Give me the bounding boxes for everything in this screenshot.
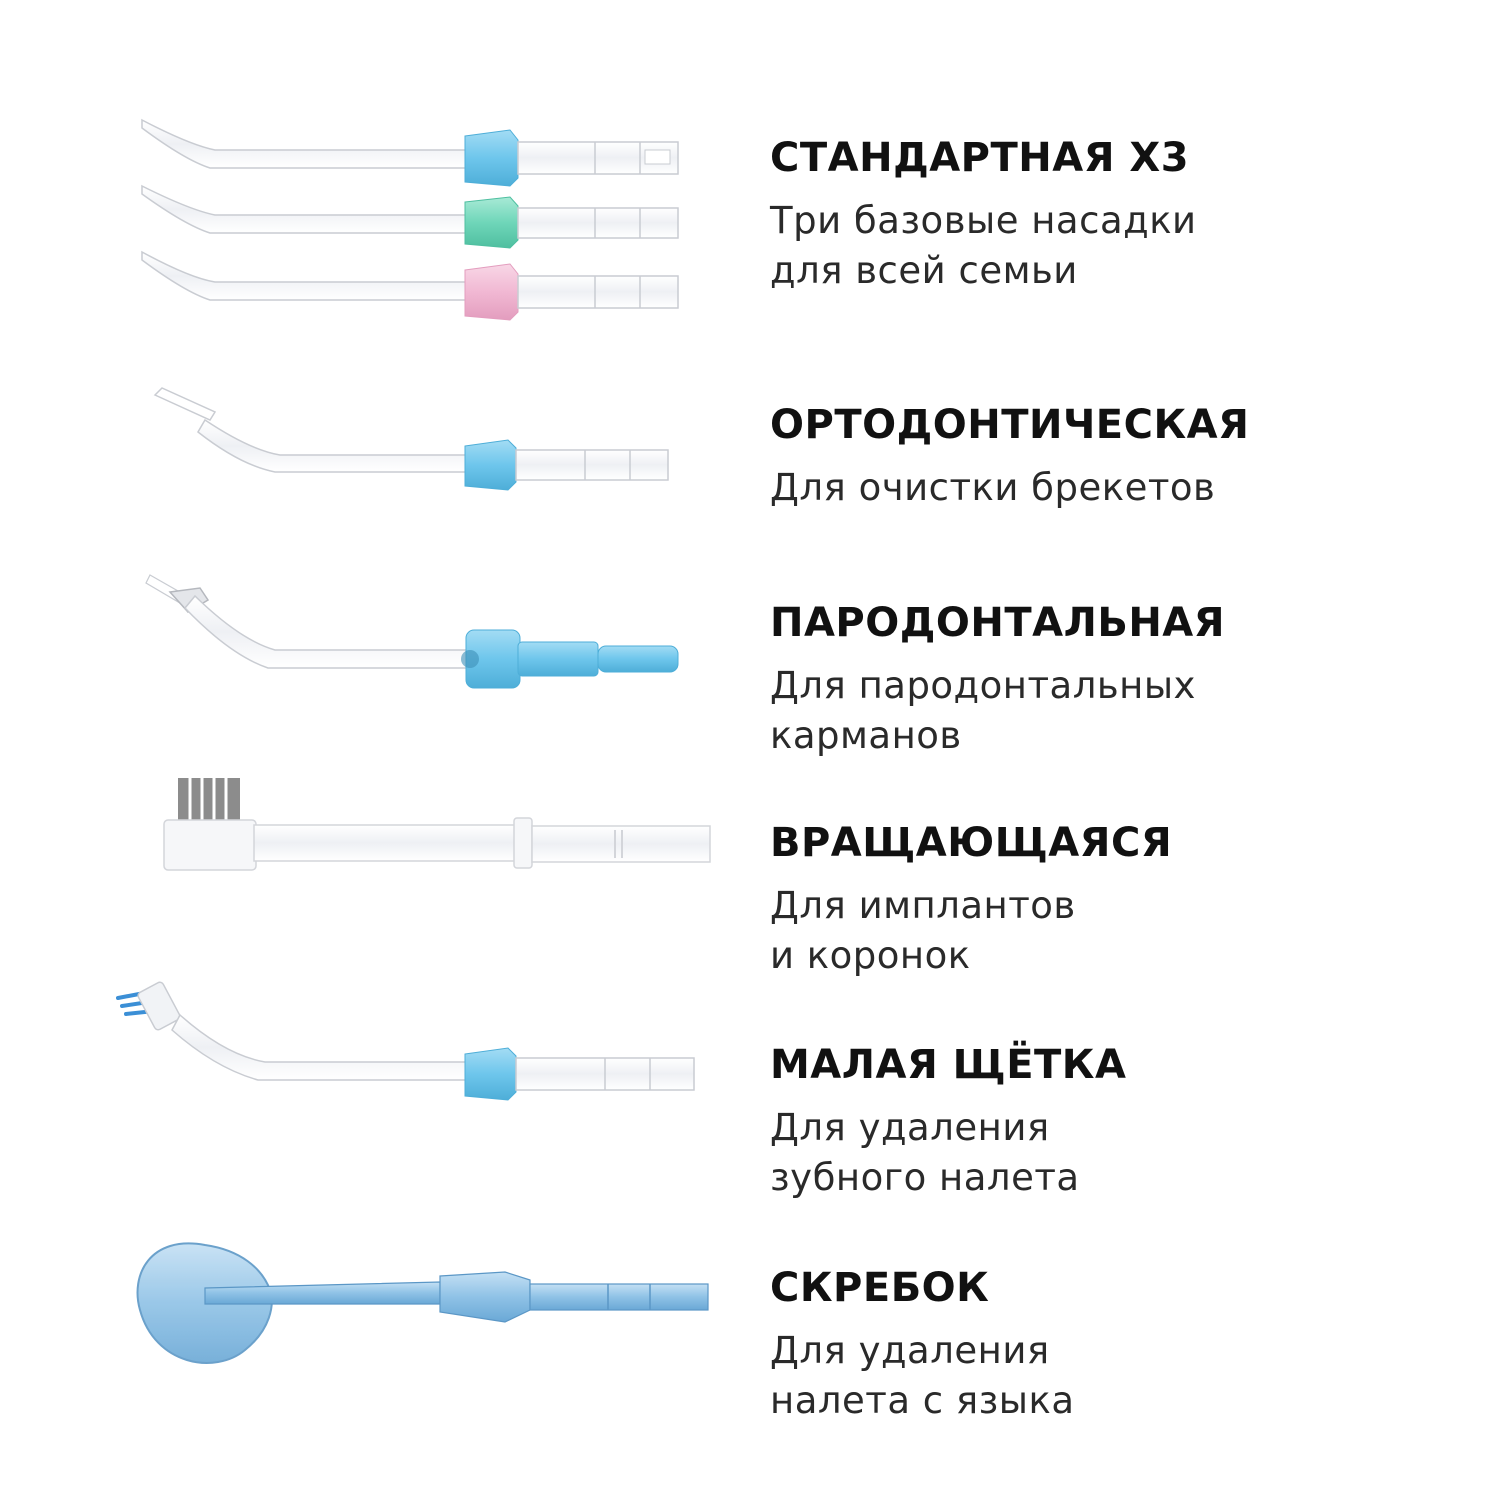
nozzle-images [0, 0, 740, 1500]
standard-nozzle-mint [142, 186, 678, 248]
item-description [770, 196, 1470, 296]
orthodontic-nozzle-icon [155, 388, 668, 490]
item-periodontal [770, 600, 1470, 761]
item-description [770, 881, 1470, 981]
item-description-line: Для удаления [770, 1106, 1050, 1149]
standard-nozzle-blue [142, 120, 678, 186]
item-title: СКРЕБОК [770, 1265, 990, 1311]
item-description [770, 661, 1470, 761]
rotating-brush-nozzle-icon [164, 778, 710, 870]
small-brush-nozzle-icon [118, 981, 694, 1100]
item-description-line: для всей семьи [770, 249, 1078, 292]
item-description-line: карманов [770, 714, 962, 757]
nozzle-illustrations [0, 0, 740, 1500]
item-description-line: Для пародонтальных [770, 664, 1196, 707]
item-title: МАЛАЯ ЩЁТКА [770, 1042, 1127, 1088]
item-description-line: Для очистки брекетов [770, 466, 1216, 509]
periodontal-nozzle-icon [146, 575, 678, 688]
item-title: ПАРОДОНТАЛЬНАЯ [770, 600, 1226, 646]
item-description-line: и коронок [770, 934, 971, 977]
item-scraper [770, 1265, 1470, 1426]
item-description-line: налета с языка [770, 1379, 1075, 1422]
item-description [770, 1103, 1470, 1203]
item-description [770, 1326, 1470, 1426]
item-title: ОРТОДОНТИЧЕСКАЯ [770, 402, 1250, 448]
item-description-line: Для удаления [770, 1329, 1050, 1372]
item-small-brush [770, 1042, 1470, 1203]
item-rotating [770, 820, 1470, 981]
item-description-line: зубного налета [770, 1156, 1080, 1199]
item-orthodontic [770, 402, 1470, 513]
item-description-line: Три базовые насадки [770, 199, 1197, 242]
standard-nozzle-set-icon [142, 120, 678, 320]
item-standard [770, 135, 1470, 296]
item-description [770, 463, 1470, 513]
item-title: СТАНДАРТНАЯ Х3 [770, 135, 1190, 181]
item-title: ВРАЩАЮЩАЯСЯ [770, 820, 1173, 866]
tongue-scraper-icon [138, 1243, 708, 1363]
standard-nozzle-pink [142, 252, 678, 320]
item-description-line: Для имплантов [770, 884, 1076, 927]
